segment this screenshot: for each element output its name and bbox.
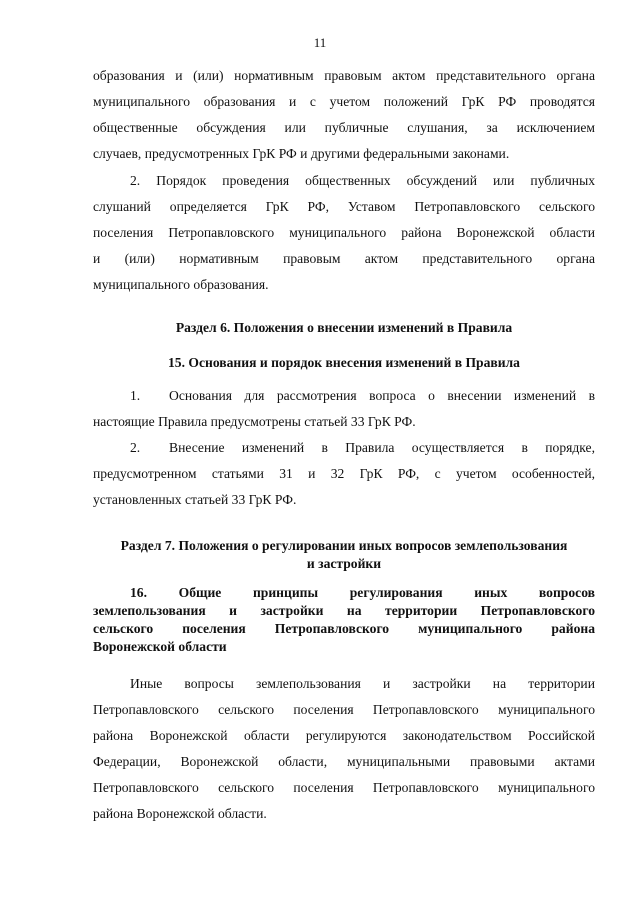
list-item-2	[93, 435, 595, 461]
text-line: общественные обсуждения или публичные слушания, за исключением	[93, 120, 595, 135]
title-line: землепользования и застройки на территории Петропавловского	[93, 603, 595, 618]
list-text: Внесение изменений в Правила осуществляется в порядке,	[169, 440, 595, 455]
paragraph-continuation	[93, 63, 595, 167]
title-line: Раздел 7. Положения о регулировании иных вопросов землепользования	[120, 538, 568, 553]
paragraph-2	[93, 168, 595, 298]
title-line: Воронежской области	[93, 639, 227, 654]
text-line: Петропавловского сельского поселения Петропавловского муниципального	[93, 780, 595, 795]
text-line: Петропавловского сельского поселения Петропавловского муниципального	[93, 702, 595, 717]
text-line: Федерации, Воронежской области, муниципальными правовыми актами	[93, 754, 595, 769]
text-line: случаев, предусмотренных ГрК РФ и другими федеральными законами.	[93, 146, 510, 161]
article-16-title	[93, 584, 595, 656]
article-16-body	[93, 671, 595, 827]
text-line: установленных статьей 33 ГрК РФ.	[93, 492, 297, 507]
text-line: муниципального образования.	[93, 277, 269, 292]
article-15-body	[93, 383, 595, 513]
list-text: Основания для рассмотрения вопроса о внесении изменений в	[169, 388, 595, 403]
list-number: 1.	[130, 388, 141, 403]
text-line: и (или) нормативным правовым актом представительного органа	[93, 251, 595, 266]
text-line: района Воронежской области регулируются законодательством Российской	[93, 728, 595, 743]
section-6-title: Раздел 6. Положения о внесении изменений в Правила	[175, 320, 513, 335]
title-line: и застройки	[306, 556, 382, 571]
text-line: муниципального образования и с учетом положений ГрК РФ проводятся	[93, 94, 595, 109]
list-number: 2.	[130, 440, 141, 455]
text-line: района Воронежской области.	[93, 806, 267, 821]
section-7-title	[93, 537, 595, 573]
text-line: 2. Порядок проведения общественных обсуждений или публичных	[130, 173, 595, 188]
page-number: 11	[313, 35, 327, 50]
title-line: 16. Общие принципы регулирования иных вопросов	[130, 585, 595, 600]
list-item-1	[93, 383, 595, 409]
text-line: образования и (или) нормативным правовым актом представительного органа	[93, 68, 595, 83]
text-line: настоящие Правила предусмотрены статьей 33 ГрК РФ.	[93, 414, 416, 429]
article-15-title: 15. Основания и порядок внесения изменений в Правила	[168, 355, 520, 370]
text-line: предусмотренном статьями 31 и 32 ГрК РФ, с учетом особенностей,	[93, 466, 595, 481]
title-line: сельского поселения Петропавловского муниципального района	[93, 621, 595, 636]
text-line: слушаний определяется ГрК РФ, Уставом Петропавловского сельского	[93, 199, 595, 214]
text-line: Иные вопросы землепользования и застройки на территории	[130, 676, 595, 691]
text-line: поселения Петропавловского муниципального района Воронежской области	[93, 225, 595, 240]
